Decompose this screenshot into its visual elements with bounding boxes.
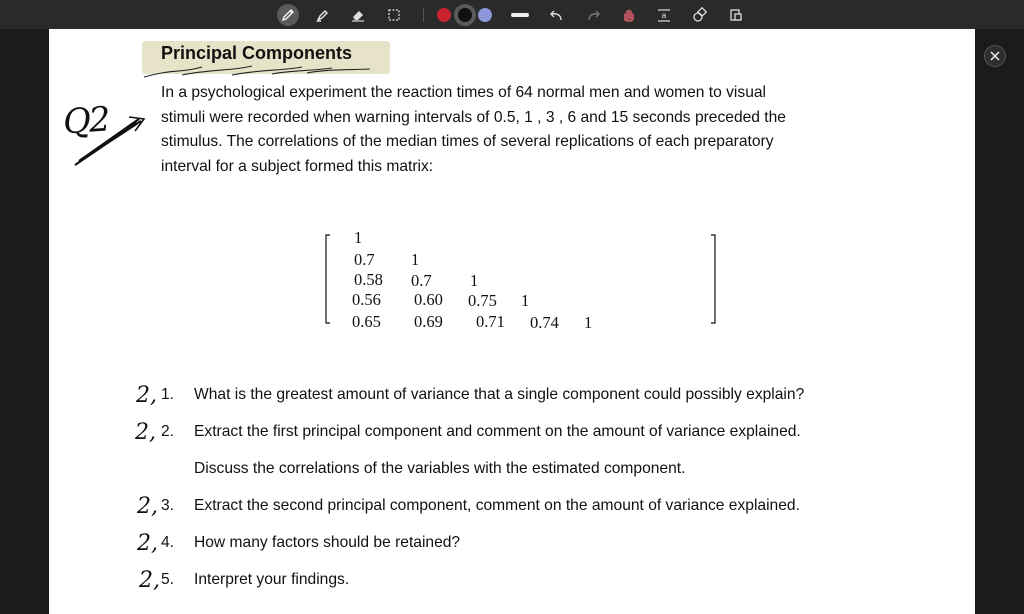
matrix-cell: 0.69 — [414, 312, 443, 331]
shapes-icon[interactable] — [689, 4, 711, 26]
eraser-icon[interactable] — [347, 4, 369, 26]
matrix-cell: 0.7 — [411, 271, 432, 290]
question-text: What is the greatest amount of variance that a single component could possibly explain? — [194, 386, 805, 403]
matrix-cell: 0.71 — [476, 312, 505, 331]
redo-icon[interactable] — [582, 4, 604, 26]
question-text: How many factors should be retained? — [194, 534, 461, 551]
question-number: 3. — [161, 497, 175, 514]
matrix-cell: 0.75 — [468, 291, 497, 310]
question-text: Interpret your findings. — [194, 571, 350, 588]
matrix-cell: 0.65 — [352, 312, 381, 331]
matrix-right-bracket — [709, 232, 719, 327]
handwritten-mark: 2, — [135, 420, 156, 445]
paragraph-line: In a psychological experiment the reaction times of 64 normal men and women to visual — [161, 84, 767, 101]
matrix-cell: 1 — [354, 228, 363, 247]
title-scribble-underline — [142, 59, 372, 81]
close-button[interactable] — [984, 45, 1006, 67]
matrix-cell: 1 — [521, 291, 530, 310]
problem-paragraph — [161, 81, 866, 179]
correlation-matrix — [323, 228, 723, 332]
matrix-cell: 1 — [411, 250, 420, 269]
q2-handwritten-label: Q2 — [61, 99, 110, 143]
question-text: Extract the second principal component, comment on the amount of variance explained. — [194, 497, 800, 514]
handwritten-mark: 2, — [136, 383, 157, 408]
paragraph-line: stimuli were recorded when warning intervals of 0.5, 1 , 3 , 6 and 15 seconds preceded the — [161, 108, 786, 126]
handwritten-mark: 2, — [137, 531, 158, 556]
matrix-left-bracket — [323, 232, 333, 327]
matrix-cell: 1 — [584, 313, 593, 332]
red-color-swatch[interactable] — [437, 8, 451, 22]
undo-icon[interactable] — [546, 4, 568, 26]
handwritten-mark: 2, — [139, 568, 160, 593]
question-number: 4. — [161, 534, 175, 551]
handwritten-mark: 2, — [137, 494, 158, 519]
question-number: 1. — [161, 386, 175, 403]
page-title: Principal Components — [161, 43, 353, 63]
black-color-swatch[interactable] — [458, 8, 472, 22]
hand-icon[interactable] — [618, 4, 640, 26]
text-box-icon[interactable] — [653, 4, 675, 26]
matrix-cell: 1 — [470, 271, 479, 290]
close-icon — [989, 50, 1001, 62]
matrix-cell: 0.7 — [354, 250, 375, 269]
matrix-cell: 0.74 — [530, 313, 559, 332]
question-number: 5. — [161, 571, 175, 588]
q2-arrow-scribble — [69, 109, 149, 169]
question-text: Extract the first principal component and comment on the amount of variance explained. — [194, 423, 801, 440]
toolbar-divider — [423, 8, 424, 22]
matrix-cell: 0.60 — [414, 290, 443, 309]
paragraph-line: stimulus. The correlations of the median times of several replications of each preparatory — [161, 133, 774, 151]
document-page — [49, 29, 975, 614]
stroke-width-icon[interactable] — [509, 4, 531, 26]
matrix-cell: 0.56 — [352, 290, 381, 309]
pen-icon[interactable] — [277, 4, 299, 26]
highlighter-icon[interactable] — [312, 4, 334, 26]
matrix-cell: 0.58 — [354, 270, 383, 289]
question-number: 2. — [161, 423, 175, 440]
copy-page-icon[interactable] — [725, 4, 747, 26]
annotation-toolbar — [0, 0, 1024, 29]
paragraph-line: interval for a subject formed this matrix: — [161, 157, 434, 175]
question-text: Discuss the correlations of the variables with the estimated component. — [194, 460, 686, 477]
svg-text:a: a — [661, 11, 667, 20]
lasso-select-icon[interactable] — [383, 4, 405, 26]
blue-color-swatch[interactable] — [478, 8, 492, 22]
